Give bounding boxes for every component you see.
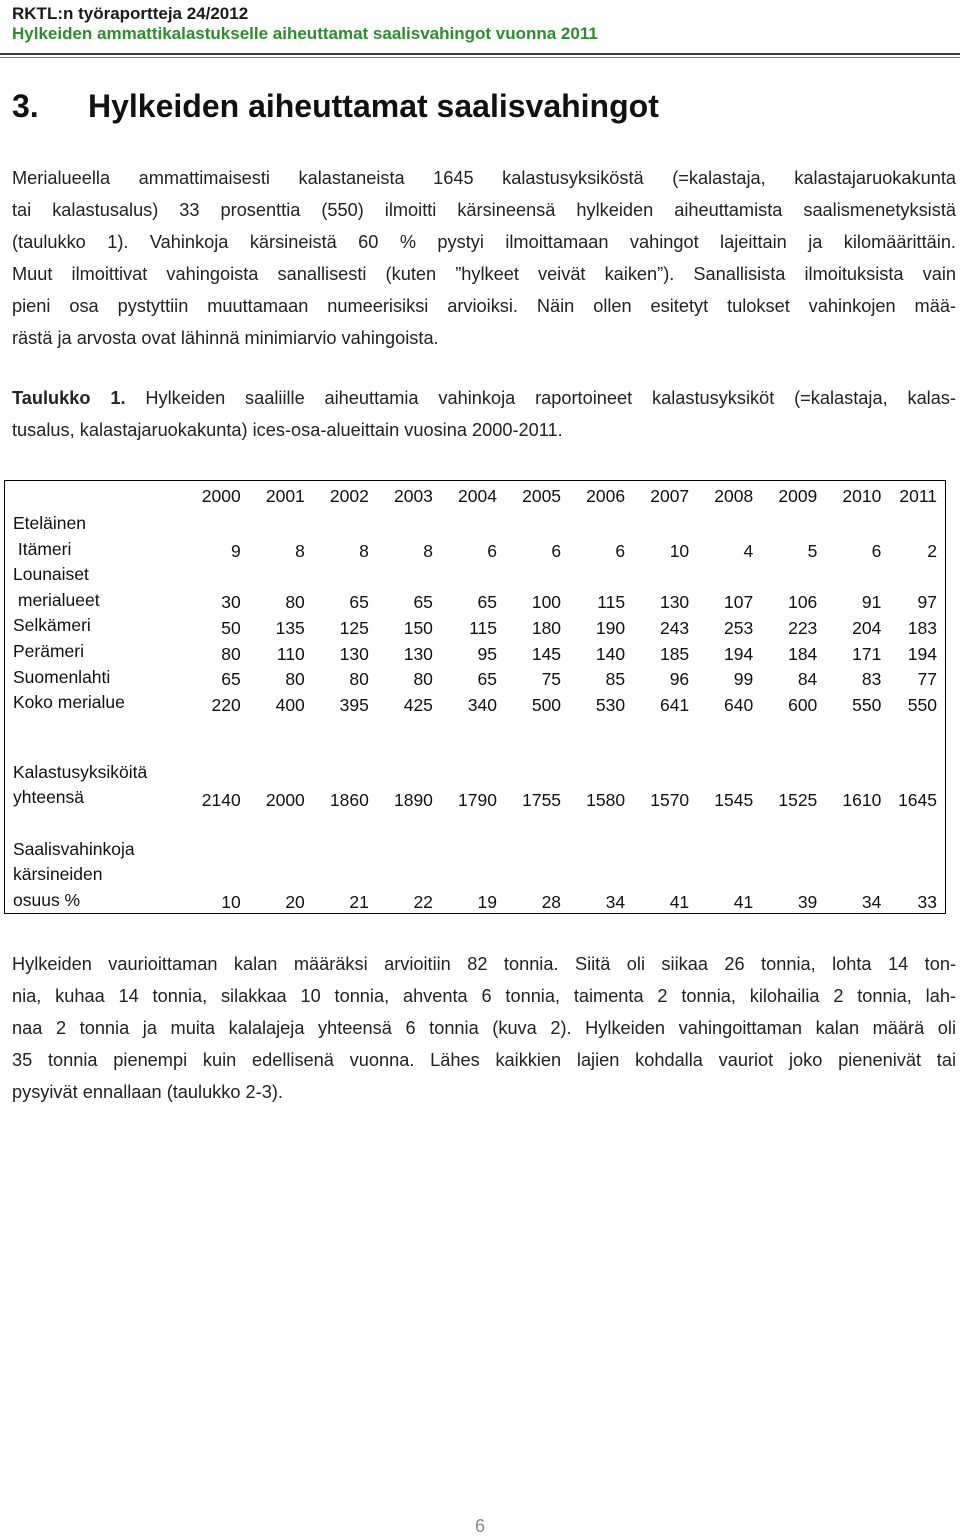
row-label: [5, 837, 177, 914]
share-row: [5, 837, 946, 914]
row-label-line: Lounaiset: [13, 564, 89, 585]
value-cell: 641: [659, 694, 690, 715]
year-header: 2003: [393, 485, 433, 506]
value-cell: 135: [275, 617, 305, 638]
row-label-line: Suomenlahti: [13, 666, 111, 687]
value-cell: 115: [597, 592, 626, 613]
row-label: [5, 562, 177, 613]
value-cell: 22: [413, 892, 433, 913]
value-cell: 550: [907, 694, 937, 715]
value-cell: 223: [788, 617, 818, 638]
value-cell: 183: [907, 617, 937, 638]
value-cell: 8: [423, 541, 433, 562]
row-label: [5, 665, 177, 691]
value-cell: 184: [788, 643, 818, 664]
value-cell: 500: [531, 694, 562, 715]
value-cell: 180: [531, 617, 562, 638]
value-cell: 65: [413, 592, 433, 613]
row-label-line: Perämeri: [13, 640, 84, 661]
value-cell: 395: [339, 694, 369, 715]
table-caption: [12, 382, 956, 446]
value-cell: 130: [339, 643, 369, 664]
value-cell: 99: [733, 669, 754, 690]
value-cell: 84: [797, 669, 818, 690]
spacer-cell: [5, 811, 946, 837]
value-cell: 640: [724, 694, 754, 715]
row-label: [5, 760, 177, 811]
value-cell: 1645: [898, 789, 937, 810]
value-cell: 253: [724, 617, 754, 638]
table-row: [5, 613, 946, 639]
intro-line: tai kalastusalus) 33 prosenttia (550) ilmoitti kärsineensä hylkeiden aiheuttamista saalismenetyksistä: [12, 200, 956, 220]
value-cell: 1790: [458, 789, 497, 810]
row-label-line: Saalisvahinkoja: [13, 838, 135, 859]
value-cell: 530: [595, 694, 626, 715]
value-cell: 107: [724, 592, 754, 613]
value-cell: 1570: [650, 789, 690, 810]
year-header-row: [5, 481, 946, 512]
closing-line: pysyivät ennallaan (taulukko 2-3).: [12, 1082, 283, 1102]
value-cell: 5: [807, 541, 818, 562]
row-label: [5, 690, 177, 716]
value-cell: 8: [295, 541, 305, 562]
row-label: [5, 511, 177, 562]
year-header: 2009: [778, 485, 818, 506]
caption-line: tusalus, kalastajaruokakunta) ices-osa-alueittain vuosina 2000-2011.: [12, 420, 563, 440]
value-cell: 194: [907, 643, 937, 664]
row-label-line: osuus %: [13, 889, 81, 910]
table-row: [5, 511, 946, 562]
intro-line: Merialueella ammattimaisesti kalastaneista 1645 kalastusyksiköstä (=kalastaja, kalastajaruokakunta: [12, 168, 956, 188]
value-cell: 33: [917, 892, 937, 913]
value-cell: 194: [724, 643, 754, 664]
value-cell: 80: [221, 643, 241, 664]
value-cell: 83: [861, 669, 882, 690]
closing-line: nia, kuhaa 14 tonnia, silakkaa 10 tonnia, ahventa 6 tonnia, taimenta 2 tonnia, kilohailia 2 tonnia, lah-: [12, 986, 956, 1006]
running-header-series: RKTL:n työraportteja 24/2012: [12, 4, 249, 23]
section-title: Hylkeiden aiheuttamat saalisvahingot: [88, 88, 659, 124]
header-rule-thin: [0, 57, 960, 58]
year-header: 2005: [522, 485, 562, 506]
value-cell: 8: [359, 541, 369, 562]
row-label-line: merialueet: [13, 589, 100, 610]
corner-cell: [5, 481, 177, 512]
value-cell: 65: [477, 592, 497, 613]
row-label: [5, 639, 177, 665]
caption-text: Hylkeiden saaliille aiheuttamia vahinkoja raportoineet kalastusyksiköt (=kalastaja, kalas-: [125, 388, 956, 408]
value-cell: 1755: [522, 789, 562, 810]
value-cell: 1580: [586, 789, 626, 810]
row-label-line: Eteläinen: [13, 513, 86, 533]
table-row: [5, 562, 946, 613]
value-cell: 85: [605, 669, 626, 690]
intro-line: rästä ja arvosta ovat lähinnä minimiarvio vahingoista.: [12, 328, 439, 348]
value-cell: 2000: [265, 789, 305, 810]
value-cell: 1610: [842, 789, 882, 810]
value-cell: 220: [211, 694, 241, 715]
value-cell: 41: [669, 892, 690, 913]
value-cell: 106: [788, 592, 818, 613]
intro-line: pieni osa pystyttiin muuttamaan numeerisiksi arvioiksi. Näin ollen esitetyt tulokset vahinkojen mää-: [12, 296, 956, 316]
value-cell: 145: [531, 643, 562, 664]
table-row: [5, 690, 946, 716]
value-cell: 91: [861, 592, 882, 613]
value-cell: 20: [285, 892, 305, 913]
year-header: 2000: [201, 485, 241, 506]
spacer-cell: [5, 716, 946, 760]
year-header: 2010: [842, 485, 882, 506]
table-row: [5, 639, 946, 665]
closing-line: naa 2 tonnia ja muita kalalajeja yhteensä 6 tonnia (kuva 2). Hylkeiden vahingoittaman kalan määrä oli: [12, 1018, 956, 1038]
value-cell: 77: [917, 669, 937, 690]
year-header: 2001: [265, 485, 305, 506]
value-cell: 2140: [201, 789, 241, 810]
value-cell: 340: [467, 694, 497, 715]
value-cell: 19: [477, 892, 497, 913]
value-cell: 243: [659, 617, 690, 638]
spacer-row: [5, 716, 946, 760]
row-label-line: yhteensä: [13, 787, 85, 808]
value-cell: 204: [852, 617, 882, 638]
section-heading: [12, 88, 659, 125]
value-cell: 10: [221, 892, 241, 913]
year-header: 2006: [586, 485, 626, 506]
damage-table: [4, 480, 946, 914]
value-cell: 65: [477, 669, 497, 690]
year-header: 2008: [714, 485, 754, 506]
row-label-line: kärsineiden: [13, 864, 103, 885]
intro-paragraph: [12, 162, 956, 354]
value-cell: 39: [797, 892, 818, 913]
row-label-line: Koko merialue: [13, 692, 125, 713]
value-cell: 65: [221, 669, 241, 690]
intro-line: Muut ilmoittivat vahingoista sanallisesti (kuten ”hylkeet veivät kaiken”). Sanallisista ilmoituksista vain: [12, 264, 956, 284]
page-number: 6: [474, 1516, 485, 1536]
value-cell: 50: [221, 617, 241, 638]
spacer-row: [5, 811, 946, 837]
closing-line: 35 tonnia pienempi kuin edellisenä vuonna. Lähes kaikkien lajien kohdalla vauriot joko pienenivät tai: [12, 1050, 956, 1070]
value-cell: 1545: [714, 789, 754, 810]
value-cell: 95: [477, 643, 497, 664]
value-cell: 400: [275, 694, 305, 715]
value-cell: 41: [733, 892, 754, 913]
value-cell: 9: [231, 541, 241, 562]
value-cell: 80: [285, 592, 305, 613]
row-label-line: Itämeri: [13, 538, 72, 559]
year-header: 2011: [899, 485, 937, 506]
value-cell: 425: [403, 694, 433, 715]
value-cell: 130: [659, 592, 690, 613]
value-cell: 75: [541, 669, 562, 690]
value-cell: 140: [595, 643, 626, 664]
value-cell: 115: [469, 617, 497, 638]
section-number: 3.: [12, 88, 39, 124]
value-cell: 130: [403, 643, 433, 664]
value-cell: 190: [595, 617, 626, 638]
value-cell: 80: [349, 669, 369, 690]
value-cell: 65: [349, 592, 369, 613]
value-cell: 4: [743, 541, 754, 562]
value-cell: 600: [788, 694, 818, 715]
value-cell: 10: [669, 541, 690, 562]
value-cell: 80: [285, 669, 305, 690]
value-cell: 110: [276, 643, 305, 664]
value-cell: 28: [541, 892, 562, 913]
header-rule: [0, 53, 960, 55]
value-cell: 6: [551, 541, 562, 562]
table-row: [5, 665, 946, 691]
value-cell: 100: [531, 592, 562, 613]
value-cell: 97: [917, 592, 937, 613]
row-label-line: Kalastusyksiköitä: [13, 761, 148, 782]
running-header-subtitle: Hylkeiden ammattikalastukselle aiheuttamat saalisvahingot vuonna 2011: [12, 24, 598, 43]
row-label: [5, 613, 177, 639]
year-header: 2002: [329, 485, 369, 506]
value-cell: 1890: [393, 789, 433, 810]
value-cell: 150: [403, 617, 433, 638]
totals-row: [5, 760, 946, 811]
value-cell: 80: [413, 669, 433, 690]
row-label-line: Selkämeri: [13, 615, 91, 636]
value-cell: 185: [659, 643, 690, 664]
year-header: 2004: [458, 485, 497, 506]
value-cell: 550: [852, 694, 882, 715]
intro-line: (taulukko 1). Vahinkoja kärsineistä 60 % pystyi ilmoittamaan vahingot lajeittain ja kilomäärittäin.: [12, 232, 956, 252]
value-cell: 6: [487, 541, 497, 562]
value-cell: 171: [852, 643, 882, 664]
value-cell: 1525: [778, 789, 818, 810]
caption-line: [12, 382, 956, 414]
value-cell: 96: [669, 669, 690, 690]
closing-line: Hylkeiden vaurioittaman kalan määräksi arvioitiin 82 tonnia. Siitä oli siikaa 26 tonnia, lohta 14 ton-: [12, 954, 956, 974]
caption-label: Taulukko 1.: [12, 388, 126, 408]
value-cell: 34: [861, 892, 882, 913]
value-cell: 34: [605, 892, 626, 913]
value-cell: 30: [221, 592, 241, 613]
value-cell: 125: [339, 617, 369, 638]
value-cell: 2: [927, 541, 937, 562]
year-header: 2007: [650, 485, 690, 506]
value-cell: 6: [615, 541, 626, 562]
value-cell: 6: [871, 541, 882, 562]
closing-paragraph: [12, 948, 956, 1108]
value-cell: 21: [349, 892, 369, 913]
value-cell: 1860: [329, 789, 369, 810]
